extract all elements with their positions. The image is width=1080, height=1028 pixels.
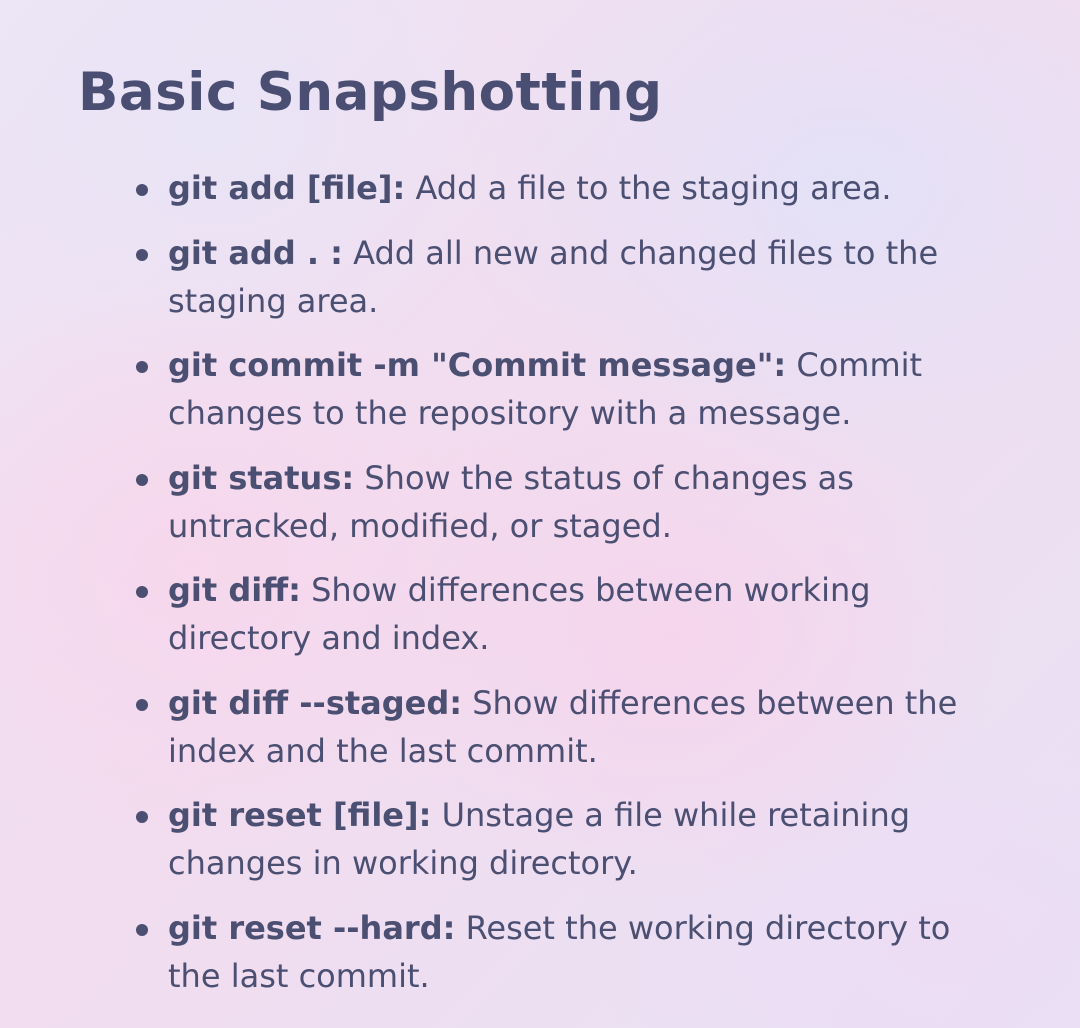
command-description: Add all new and changed files to the staging area.	[168, 233, 939, 320]
page-title: Basic Snapshotting	[78, 62, 663, 123]
command-description: Add a file to the staging area.	[405, 169, 892, 207]
command-list	[0, 164, 1080, 1016]
bullet-icon	[136, 924, 148, 936]
bullet-icon	[136, 184, 148, 196]
command-name: git commit -m "Commit message":	[168, 346, 787, 384]
command-name: git add . :	[168, 233, 343, 272]
list-item	[0, 566, 1080, 662]
list-item	[0, 791, 1080, 887]
list-item	[0, 454, 1080, 550]
list-item	[0, 164, 1080, 212]
command-description: Show the status of changes as untracked, modified, or staged.	[168, 458, 854, 545]
command-name: git status:	[168, 458, 355, 497]
list-item	[0, 679, 1080, 775]
bullet-icon	[136, 699, 148, 711]
command-name: git diff:	[168, 571, 301, 609]
bullet-icon	[136, 811, 148, 823]
command-description: Show differences between the index and the last commit.	[168, 683, 958, 770]
list-item	[0, 229, 1080, 325]
command-name: git reset [file]:	[168, 796, 432, 834]
command-description: Show differences between working directory and index.	[168, 571, 871, 657]
bullet-icon	[136, 474, 148, 486]
list-item	[0, 904, 1080, 1000]
command-name: git diff --staged:	[168, 683, 463, 722]
list-item	[0, 341, 1080, 437]
bullet-icon	[136, 586, 148, 598]
command-description: Commit changes to the repository with a message.	[168, 346, 923, 432]
bullet-icon	[136, 249, 148, 261]
command-description: Reset the working directory to the last commit.	[168, 908, 951, 995]
command-description: Unstage a file while retaining changes in working directory.	[168, 796, 911, 882]
bullet-icon	[136, 361, 148, 373]
command-name: git reset --hard:	[168, 908, 456, 947]
command-name: git add [file]:	[168, 169, 406, 207]
